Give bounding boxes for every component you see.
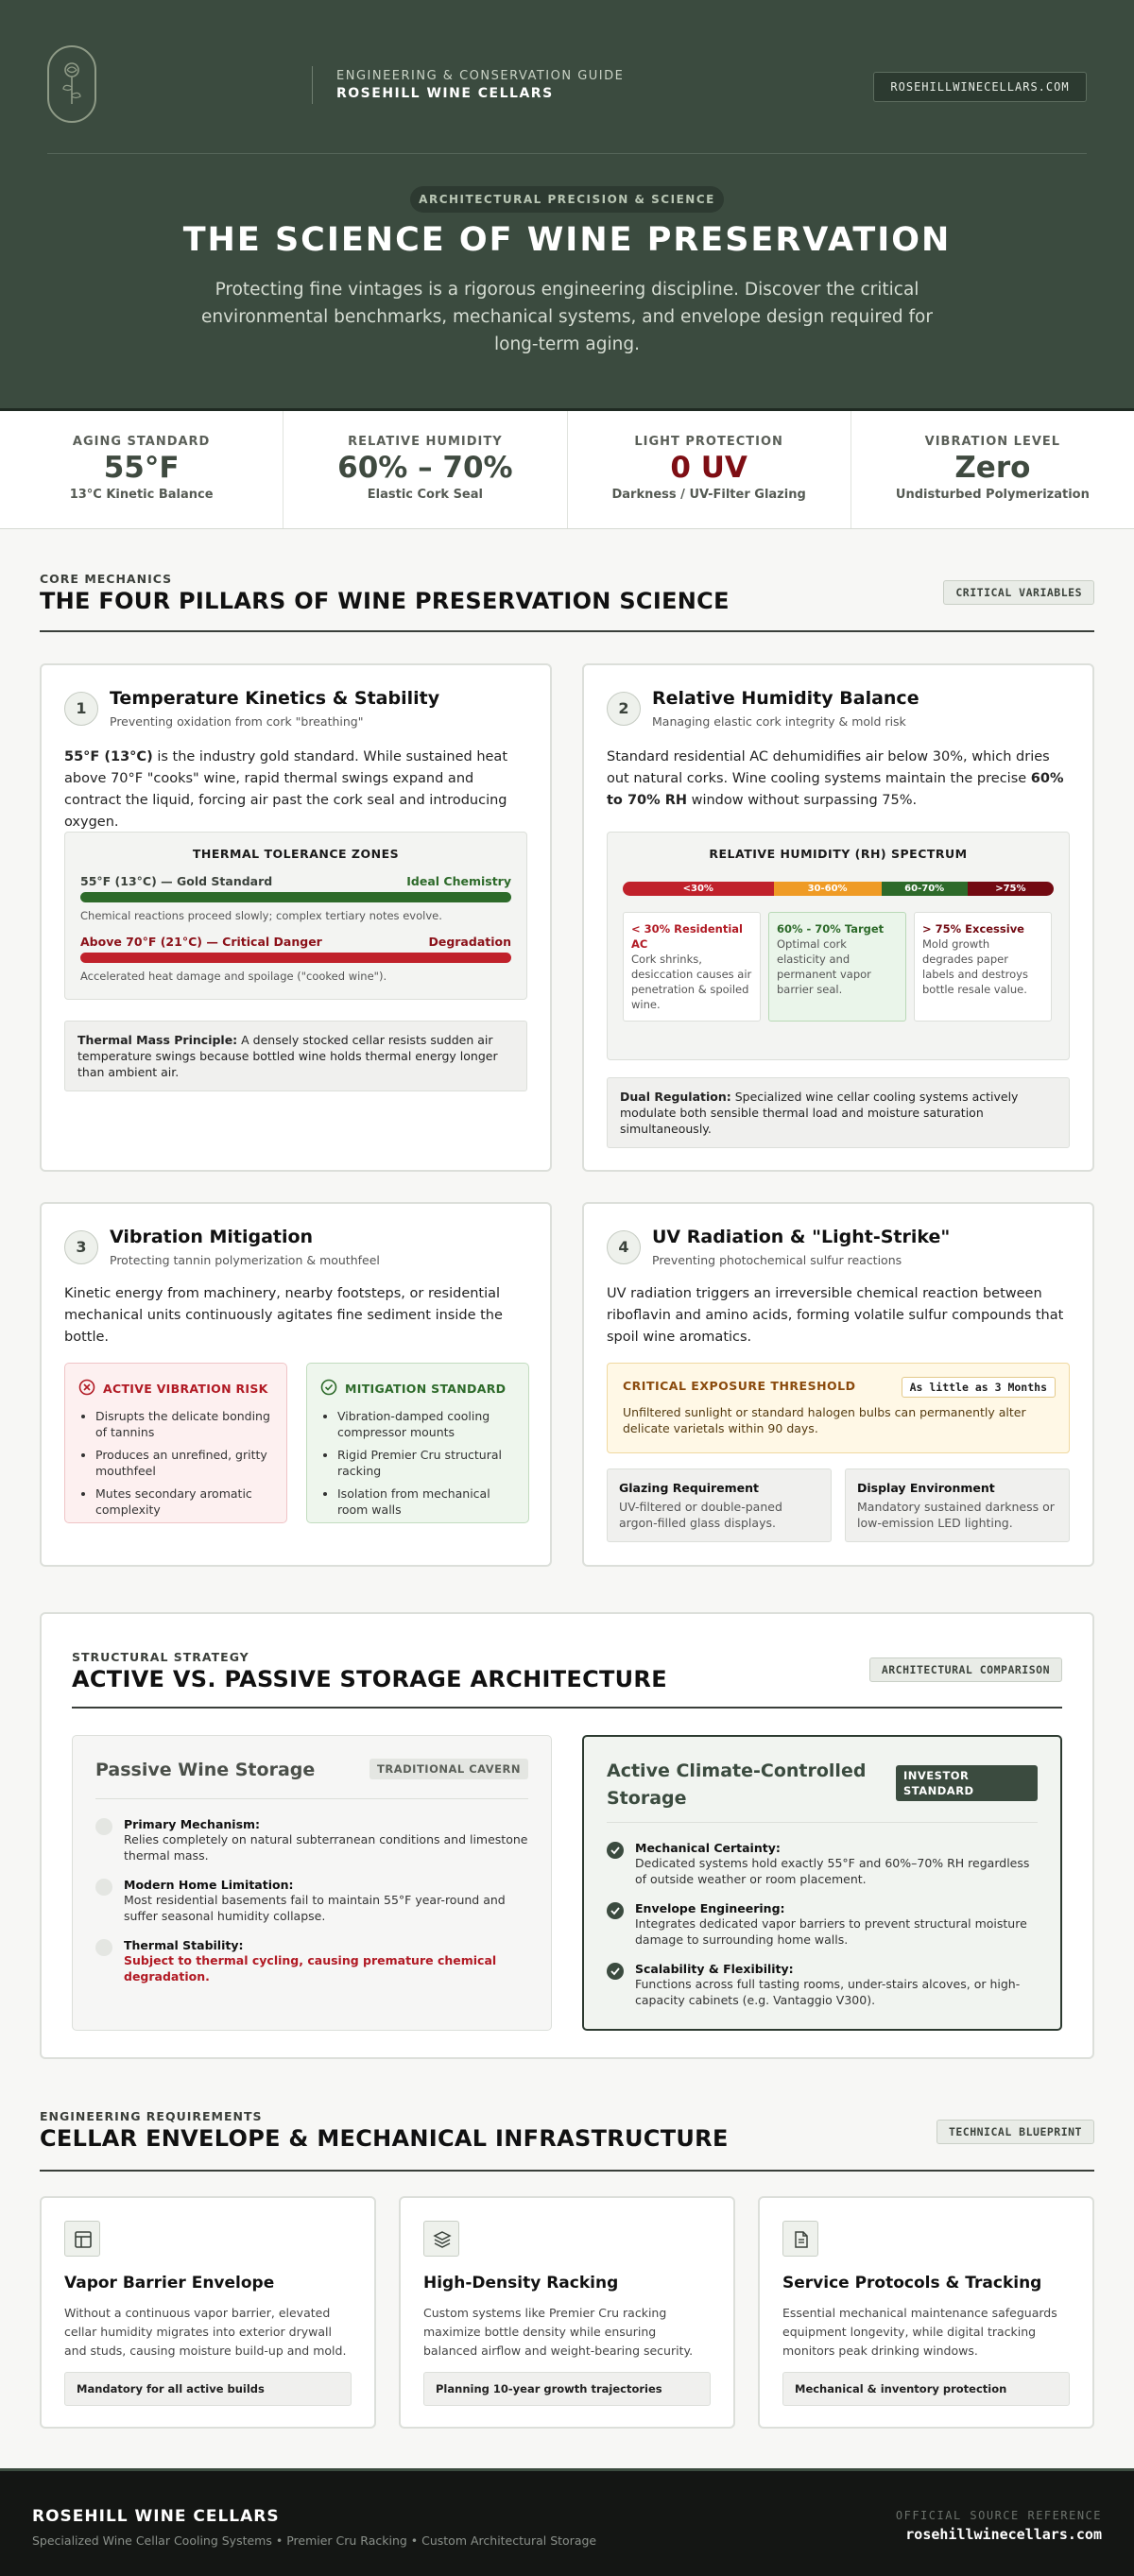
layers-icon <box>423 2221 459 2257</box>
stat-label: RELATIVE HUMIDITY <box>348 435 503 449</box>
storage-item <box>95 1878 528 1924</box>
storage-divider <box>95 1798 528 1799</box>
infra-text: Essential mechanical maintenance safeguards equipment longevity, while digital tracking monitors peak drinking windows. <box>782 2306 1057 2358</box>
item-text: Functions across full tasting rooms, under-stairs alcoves, or high-capacity cabinets (e.g. Vantaggio V300). <box>635 1977 1021 2007</box>
item-head: Primary Mechanism: <box>124 1817 261 1831</box>
item-text: Relies completely on natural subterranean conditions and limestone thermal mass. <box>124 1832 528 1863</box>
list-item: • Rigid Premier Cru structural racking <box>337 1447 515 1479</box>
vibration-risk-box <box>64 1363 287 1523</box>
pillar-uv-card <box>582 1202 1094 1567</box>
stat-label: AGING STANDARD <box>72 435 211 449</box>
infra-foot: Planning 10-year growth trajectories <box>423 2372 711 2406</box>
highlight: 60% to 70% RH <box>607 771 1064 808</box>
storage-tag: INVESTOR STANDARD <box>896 1765 1038 1801</box>
infra-text: Custom systems like Premier Cru racking maximize bottle density while ensuring balanced airflow and weight-bearing security. <box>423 2306 694 2358</box>
storage-item <box>607 1841 1038 1887</box>
pillar-subtitle: Protecting tannin polymerization & mouthfeel <box>110 1253 380 1267</box>
rh-box-low <box>623 912 761 1022</box>
stat-value: 55°F <box>103 451 180 485</box>
rh-box-high <box>914 912 1052 1022</box>
stats-bar <box>0 408 1134 529</box>
text: is the industry gold standard. While sustained heat above 70°F "cooks" wine, rapid thermal swings expand and contract the liquid, forcing air past the cork seal and introducing oxygen. <box>64 749 507 830</box>
thermal-mass-note <box>64 1021 527 1091</box>
check-icon <box>607 1902 624 1919</box>
stat-note: Elastic Cork Seal <box>367 488 483 502</box>
guide-kicker: ENGINEERING & CONSERVATION GUIDE <box>336 69 625 83</box>
vapor-barrier-card <box>40 2196 376 2429</box>
mini-text: Mandatory sustained darkness or low-emission LED lighting. <box>857 1500 1055 1530</box>
mini-text: UV-filtered or double-paned argon-filled glass displays. <box>619 1500 782 1530</box>
infra-title: Vapor Barrier Envelope <box>64 2274 275 2293</box>
rh-box-text: Mold growth degrades paper labels and destroys bottle resale value. <box>922 937 1028 996</box>
top-bar <box>47 45 1087 127</box>
guide-title: ROSEHILL WINE CELLARS <box>336 86 554 101</box>
zone-ideal <box>80 874 511 922</box>
pillar-title: UV Radiation & "Light-Strike" <box>652 1227 951 1247</box>
exposure-threshold-box <box>607 1363 1070 1453</box>
infra-foot: Mechanical & inventory protection <box>782 2372 1070 2406</box>
rh-spectrum-bar <box>623 882 1054 896</box>
service-protocols-card <box>758 2196 1094 2429</box>
infra-heading <box>40 2109 729 2152</box>
infra-text: Without a continuous vapor barrier, elevated cellar humidity migrates into exterior drywall and studs, causing moisture build-up and mold. <box>64 2306 347 2358</box>
section-divider <box>40 2170 1094 2172</box>
rh-box-head: > 75% Excessive <box>922 922 1024 936</box>
strategy-heading <box>72 1650 667 1692</box>
bullet-icon <box>95 1879 112 1896</box>
architectural-comparison-tag: ARCHITECTURAL COMPARISON <box>869 1657 1062 1682</box>
item-head: Envelope Engineering: <box>635 1901 785 1915</box>
pillar-description <box>607 747 1070 812</box>
item-head: Mechanical Certainty: <box>635 1841 781 1855</box>
bullet-icon <box>95 1939 112 1956</box>
pillars-heading <box>40 572 730 614</box>
zone-status: Ideal Chemistry <box>406 874 511 888</box>
page-subtitle: Protecting fine vintages is a rigorous engineering discipline. Discover the critical environmental benchmarks, mechanical systems, and envelope design required for long-term aging. <box>201 280 933 354</box>
check-circle-icon <box>320 1379 337 1399</box>
rh-box-target <box>768 912 906 1022</box>
check-icon <box>607 1963 624 1980</box>
stat-humidity <box>284 411 567 528</box>
note-label: Thermal Mass Principle: <box>77 1033 238 1047</box>
pillar-title: Relative Humidity Balance <box>652 688 919 709</box>
section-title: ACTIVE VS. PASSIVE STORAGE ARCHITECTURE <box>72 1666 667 1692</box>
stat-label: VIBRATION LEVEL <box>924 435 1061 449</box>
item-head: Modern Home Limitation: <box>124 1878 294 1892</box>
mitigation-box <box>306 1363 529 1523</box>
storage-item <box>607 1962 1038 2008</box>
technical-blueprint-tag: TECHNICAL BLUEPRINT <box>936 2120 1094 2144</box>
item-head: Scalability & Flexibility: <box>635 1962 794 1976</box>
stat-value: 60% – 70% <box>337 451 513 485</box>
pillar-number: 1 <box>64 692 98 726</box>
layout-icon <box>64 2221 100 2257</box>
glazing-requirement-box <box>607 1468 832 1542</box>
note-label: Dual Regulation: <box>620 1090 731 1104</box>
stat-note: Undisturbed Polymerization <box>895 488 1090 502</box>
list-item: • Mutes secondary aromatic complexity <box>95 1485 273 1518</box>
storage-item <box>95 1817 528 1863</box>
list-item: • Disrupts the delicate bonding of tannins <box>95 1408 273 1440</box>
stat-note: Darkness / UV-Filter Glazing <box>611 488 806 502</box>
mitigation-head <box>320 1379 515 1399</box>
stat-note: 13°C Kinetic Balance <box>69 488 214 502</box>
pillar-subtitle: Preventing photochemical sulfur reactions <box>652 1253 902 1267</box>
storage-item <box>607 1901 1038 1948</box>
pillar-subtitle: Preventing oxidation from cork "breathing" <box>110 714 364 729</box>
footer <box>0 2468 1134 2576</box>
hero-divider <box>47 153 1087 154</box>
risk-head <box>78 1379 273 1399</box>
section-title: THE FOUR PILLARS OF WINE PRESERVATION SCIENCE <box>40 588 730 614</box>
pillar-number: 2 <box>607 692 641 726</box>
main-content <box>0 529 1134 2468</box>
section-title: CELLAR ENVELOPE & MECHANICAL INFRASTRUCTURE <box>40 2125 729 2152</box>
document-icon <box>782 2221 818 2257</box>
x-circle-icon <box>78 1379 95 1399</box>
zone-bar-danger <box>80 953 511 963</box>
rh-segment-high: >75% <box>968 882 1054 896</box>
section-divider <box>40 630 1094 632</box>
item-text: Integrates dedicated vapor barriers to prevent structural moisture damage to surrounding home walls. <box>635 1916 1027 1947</box>
stat-label: LIGHT PROTECTION <box>634 435 783 449</box>
threshold-tag: As little as 3 Months <box>902 1377 1056 1398</box>
mini-head: Glazing Requirement <box>619 1481 759 1495</box>
rh-box-text: Cork shrinks, desiccation causes air penetration & spoiled wine. <box>631 953 752 1011</box>
infra-title: Service Protocols & Tracking <box>782 2274 1042 2293</box>
section-kicker: CORE MECHANICS <box>40 572 173 586</box>
text-end: window without surpassing 75%. <box>687 793 918 808</box>
racking-card <box>399 2196 735 2429</box>
pillar-number: 4 <box>607 1230 641 1264</box>
pillar-temperature-card <box>40 663 552 1172</box>
footer-tagline: Specialized Wine Cellar Cooling Systems • Premier Cru Racking • Custom Architectural Storage <box>32 2533 597 2548</box>
storage-strategy-section <box>40 1612 1094 2059</box>
mitigation-list <box>320 1408 515 1518</box>
risk-list <box>78 1408 273 1518</box>
zone-note: Chemical reactions proceed slowly; complex tertiary notes evolve. <box>80 909 442 922</box>
page-title: THE SCIENCE OF WINE PRESERVATION <box>182 221 952 259</box>
hero-header <box>0 0 1134 408</box>
zone-label: 55°F (13°C) — Gold Standard <box>80 874 273 888</box>
stat-value: Zero <box>954 451 1031 485</box>
website-button[interactable]: ROSEHILLWINECELLARS.COM <box>873 72 1087 102</box>
section-kicker: STRUCTURAL STRATEGY <box>72 1650 249 1664</box>
pillar-description: UV radiation triggers an irreversible chemical reaction between riboflavin and amino acids, forming volatile sulfur compounds that spoil wine aromatics. <box>607 1286 1064 1345</box>
pillar-number: 3 <box>64 1230 98 1264</box>
infra-title: High-Density Racking <box>423 2274 619 2293</box>
active-storage-card <box>582 1735 1062 2031</box>
check-icon <box>607 1842 624 1859</box>
highlight: 55°F (13°C) <box>64 749 153 764</box>
pillar-subtitle: Managing elastic cork integrity & mold risk <box>652 714 906 729</box>
zone-note: Accelerated heat damage and spoilage ("cooked wine"). <box>80 970 387 983</box>
rh-segment-mid: 30-60% <box>774 882 882 896</box>
dual-regulation-note <box>607 1077 1070 1148</box>
list-item: • Vibration-damped cooling compressor mounts <box>337 1408 515 1440</box>
rh-box-text: Optimal cork elasticity and permanent vapor barrier seal. <box>777 937 871 996</box>
list-item: • Isolation from mechanical room walls <box>337 1485 515 1518</box>
rh-box-head: 60% - 70% Target <box>777 922 885 936</box>
pillar-humidity-card <box>582 663 1094 1172</box>
zone-danger <box>80 935 511 983</box>
pillar-vibration-card <box>40 1202 552 1567</box>
item-text: Most residential basements fail to maintain 55°F year-round and suffer seasonal humidity collapse. <box>124 1893 506 1923</box>
panel-title: RELATIVE HUMIDITY (RH) SPECTRUM <box>709 847 968 861</box>
hero-pill: ARCHITECTURAL PRECISION & SCIENCE <box>410 186 724 213</box>
text: Standard residential AC dehumidifies air below 30%, which dries out natural corks. Wine cooling systems maintain the precise <box>607 749 1050 786</box>
stat-light <box>568 411 851 528</box>
rh-segment-target: 60-70% <box>882 882 968 896</box>
thermal-zones-panel <box>64 832 527 1000</box>
critical-variables-tag: CRITICAL VARIABLES <box>943 580 1094 605</box>
note-text: A densely stocked cellar resists sudden air temperature swings because bottled wine holds thermal energy longer than ambient air. <box>77 1033 498 1079</box>
footer-brand: ROSEHILL WINE CELLARS <box>32 2507 280 2526</box>
item-text: Dedicated systems hold exactly 55°F and 60%–70% RH regardless of outside weather or room placement. <box>635 1856 1030 1886</box>
rh-segment-low: <30% <box>623 882 774 896</box>
stat-vibration <box>851 411 1134 528</box>
display-environment-box <box>845 1468 1070 1542</box>
storage-title: Passive Wine Storage <box>95 1760 316 1780</box>
bullet-icon <box>95 1818 112 1835</box>
threshold-head: CRITICAL EXPOSURE THRESHOLD <box>623 1379 856 1393</box>
list-item: • Produces an unrefined, gritty mouthfeel <box>95 1447 273 1479</box>
topbar-divider <box>312 66 313 104</box>
rh-spectrum-panel <box>607 832 1070 1060</box>
threshold-text: Unfiltered sunlight or standard halogen bulbs can permanently alter delicate varietals within 90 days. <box>623 1405 1026 1435</box>
note-text: Specialized wine cellar cooling systems actively modulate both sensible thermal load and moisture saturation simultaneously. <box>620 1090 1019 1136</box>
rh-box-head: < 30% Residential AC <box>631 922 743 951</box>
zone-bar-ideal <box>80 892 511 902</box>
section-kicker: ENGINEERING REQUIREMENTS <box>40 2109 263 2123</box>
stat-aging <box>0 411 284 528</box>
rose-logo-icon <box>47 45 96 123</box>
pillar-title: Vibration Mitigation <box>110 1227 314 1247</box>
zone-status: Degradation <box>428 935 511 949</box>
zone-label: Above 70°F (21°C) — Critical Danger <box>80 935 322 949</box>
mini-head: Display Environment <box>857 1481 995 1495</box>
pillar-description <box>64 747 527 833</box>
infra-foot: Mandatory for all active builds <box>64 2372 352 2406</box>
risk-title: ACTIVE VIBRATION RISK <box>103 1382 268 1396</box>
passive-storage-card <box>72 1735 552 2031</box>
storage-item <box>95 1938 528 1984</box>
mitigation-title: MITIGATION STANDARD <box>345 1382 507 1396</box>
item-head: Thermal Stability: <box>124 1938 244 1952</box>
storage-tag: TRADITIONAL CAVERN <box>369 1759 528 1779</box>
storage-divider <box>607 1822 1038 1823</box>
footer-website-link[interactable]: rosehillwinecellars.com <box>905 2526 1102 2543</box>
panel-title: THERMAL TOLERANCE ZONES <box>192 847 400 861</box>
section-divider <box>72 1707 1062 1709</box>
pillar-description: Kinetic energy from machinery, nearby footsteps, or residential mechanical units continuously agitates fine sediment inside the bottle. <box>64 1286 503 1345</box>
pillar-title: Temperature Kinetics & Stability <box>110 688 440 709</box>
storage-title: Active Climate-Controlled Storage <box>607 1760 867 1809</box>
footer-kicker: OFFICIAL SOURCE REFERENCE <box>895 2509 1102 2522</box>
item-text: Subject to thermal cycling, causing premature chemical degradation. <box>124 1953 497 1984</box>
stat-value: 0 UV <box>670 451 747 485</box>
